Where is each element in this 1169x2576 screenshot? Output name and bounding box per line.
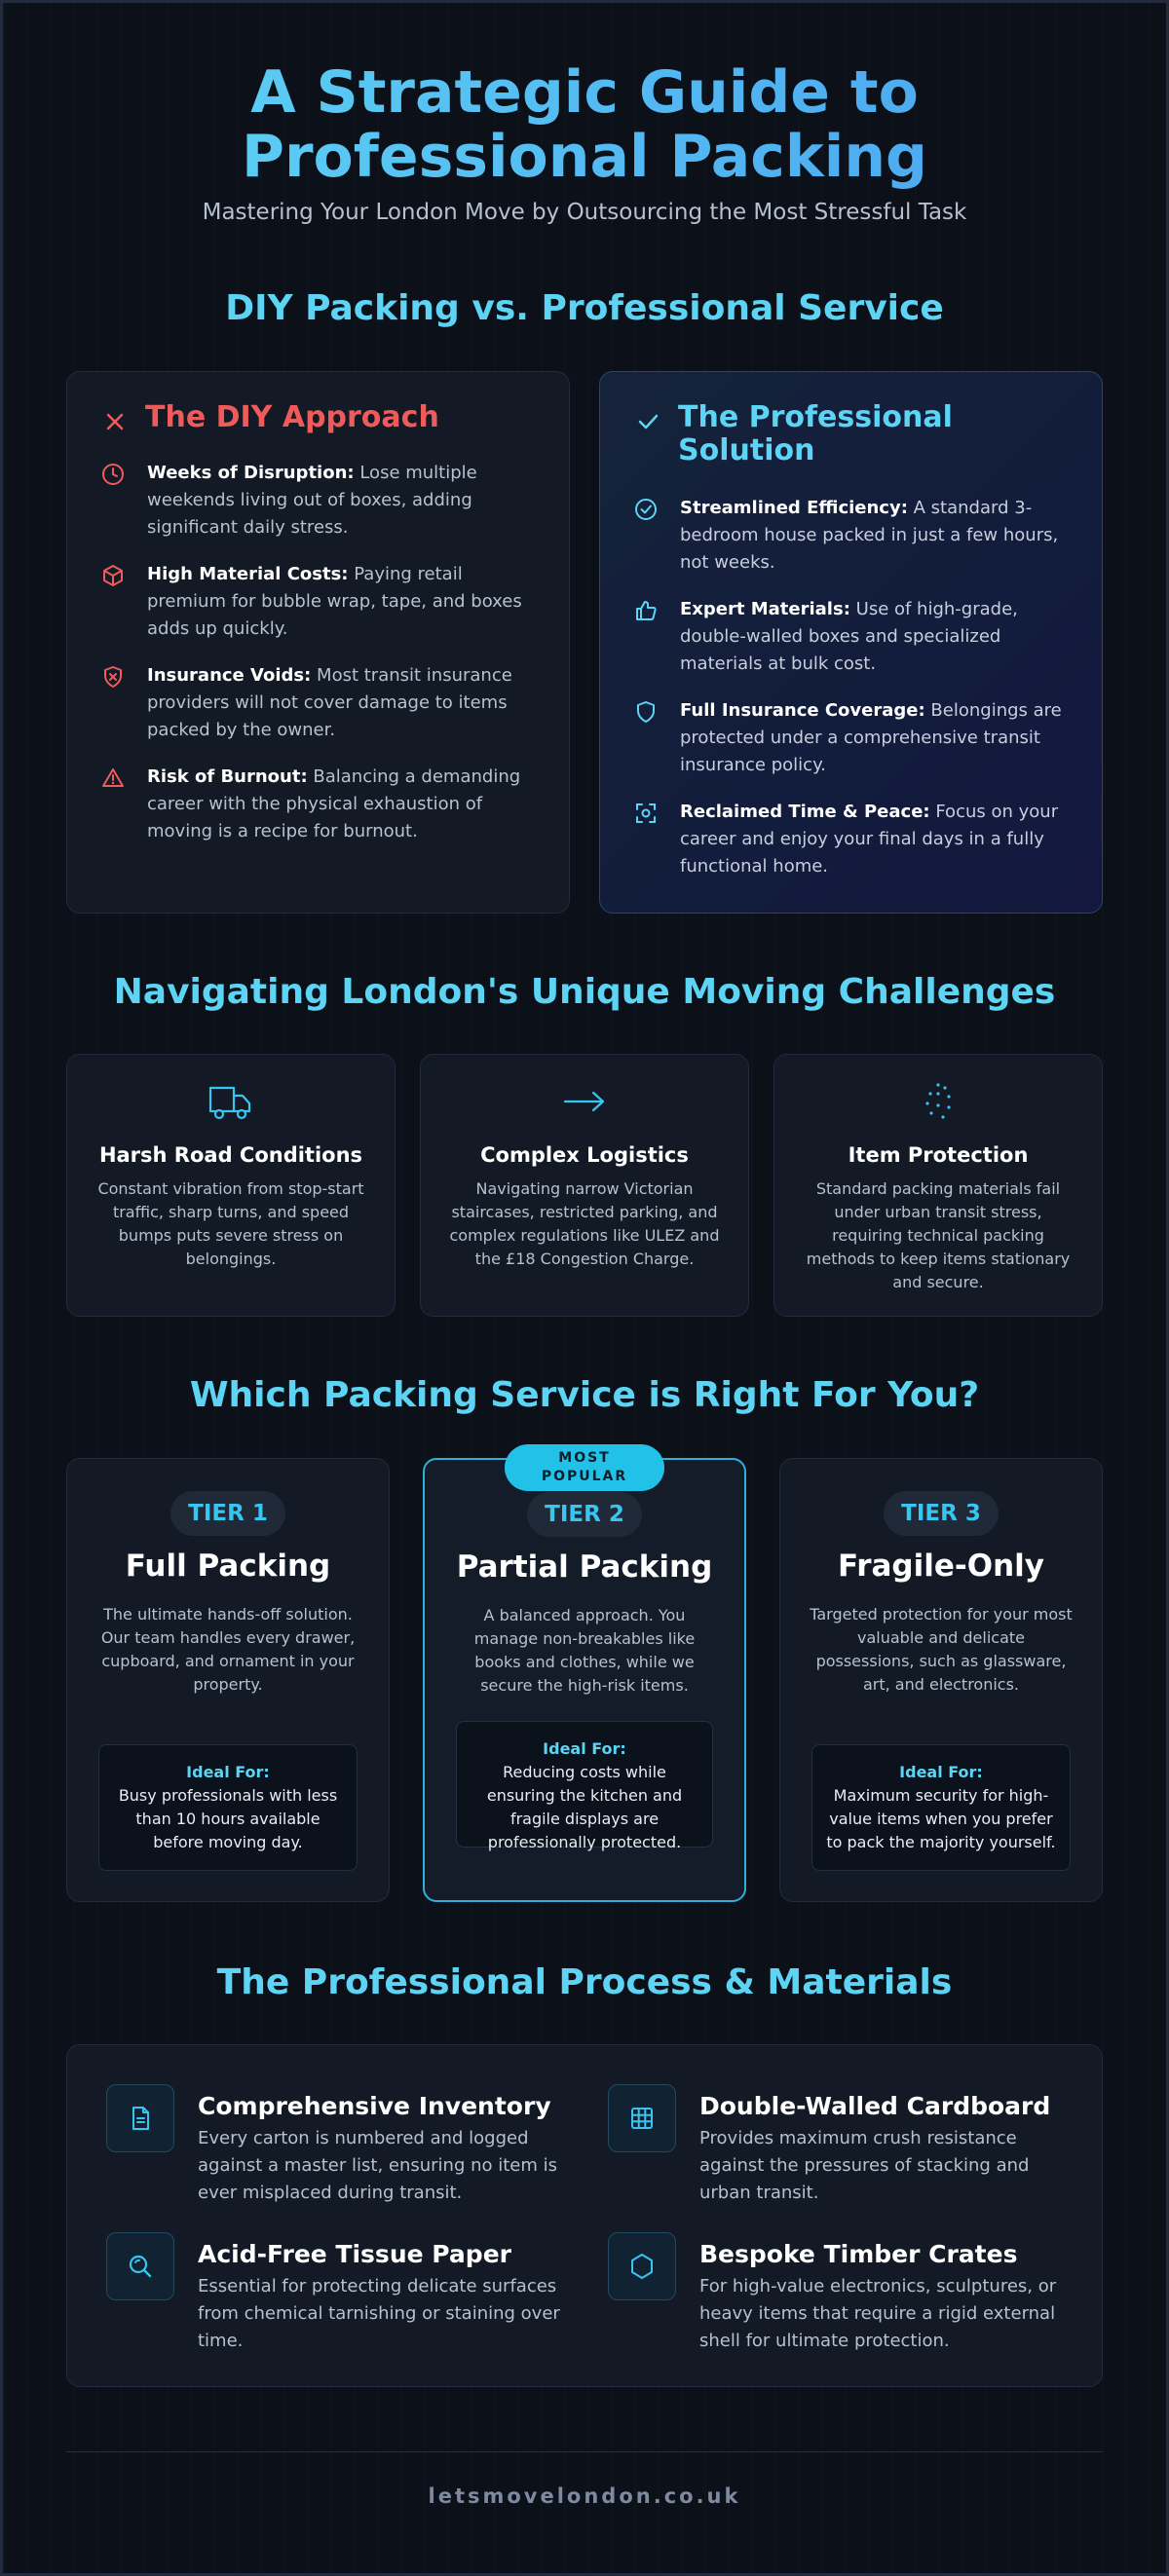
challenge-title: Item Protection: [848, 1143, 1029, 1167]
ideal-for-text: Busy professionals with less than 10 hours available before moving day.: [118, 1786, 338, 1851]
pro-point-label: Full Insurance Coverage:: [680, 700, 925, 721]
page-subtitle: Mastering Your London Move by Outsourcing the Most Stressful Task: [202, 200, 967, 225]
tier-card-3: [779, 1458, 1103, 1902]
pro-point: [633, 799, 1069, 880]
tier-label: TIER 2: [527, 1492, 642, 1537]
tier-description: A balanced approach. You manage non-breakables like books and clothes, while we secure the high-risk items.: [473, 1606, 696, 1695]
process-item-title: Bespoke Timber Crates: [699, 2240, 1018, 2268]
pro-point: [633, 495, 1069, 577]
grid-icon: [608, 2084, 676, 2152]
tier-name: Fragile-Only: [838, 1549, 1044, 1584]
diy-point-label: High Material Costs:: [147, 564, 349, 584]
challenge-text: Constant vibration from stop-start traffic, sharp turns, and speed bumps puts severe stress on belongings.: [97, 1179, 364, 1268]
ideal-for-label: Ideal For:: [543, 1739, 626, 1758]
challenge-card: [773, 1054, 1103, 1317]
comparison-section-title: DIY Packing vs. Professional Service: [225, 288, 944, 328]
tier-description: Targeted protection for your most valuable and delicate possessions, such as glassware, art, and electronics.: [810, 1605, 1073, 1694]
dots-icon: [914, 1080, 962, 1123]
diy-card-header: [100, 401, 439, 436]
close-icon: [100, 407, 130, 436]
footer-divider: [66, 2451, 1103, 2452]
thumbs-up-icon: [633, 598, 659, 623]
diy-card-title: The DIY Approach: [145, 400, 439, 434]
pro-point-text: A standard 3-bedroom house packed in just a few hours, not weeks.: [680, 498, 1059, 573]
check-circle-icon: [633, 497, 659, 522]
diy-point-label: Insurance Voids:: [147, 665, 312, 686]
diy-point: [100, 561, 536, 643]
pro-point: [633, 697, 1069, 779]
tier-ideal-box: [456, 1721, 713, 1851]
pro-card-header: [633, 401, 1029, 467]
footer-site-link[interactable]: letsmovelondon.co.uk: [428, 2484, 741, 2508]
challenge-title: Harsh Road Conditions: [98, 1143, 363, 1167]
diy-point: [100, 764, 536, 845]
shield-icon: [633, 699, 659, 725]
pro-point-text: Use of high-grade, double-walled boxes and specialized materials at bulk cost.: [680, 599, 1018, 674]
process-item-text: For high-value electronics, sculptures, or heavy items that require a rigid external shell for ultimate protection.: [699, 2276, 1057, 2351]
diy-point-text: Paying retail premium for bubble wrap, tape, and boxes adds up quickly.: [147, 564, 522, 639]
focus-icon: [633, 801, 659, 826]
diy-point-label: Weeks of Disruption:: [147, 463, 355, 483]
check-icon: [633, 407, 662, 436]
tier-ideal-box: [98, 1744, 358, 1871]
tier-card-2: [423, 1450, 746, 1902]
warning-icon: [100, 765, 126, 791]
pro-point-label: Streamlined Efficiency:: [680, 498, 908, 518]
ideal-for-text: Maximum security for high-value items when you prefer to pack the majority yourself.: [826, 1786, 1056, 1851]
challenge-card: [66, 1054, 396, 1317]
tier-name: Full Packing: [125, 1549, 331, 1584]
process-item-text: Provides maximum crush resistance against the pressures of stacking and urban transit.: [699, 2128, 1030, 2203]
magnifier-icon: [106, 2232, 174, 2300]
hexagon-icon: [608, 2232, 676, 2300]
shield-x-icon: [100, 664, 126, 690]
tier-name: Partial Packing: [456, 1549, 713, 1585]
challenges-section-title: Navigating London's Unique Moving Challenges: [113, 972, 1056, 1012]
process-item-title: Double-Walled Cardboard: [699, 2092, 1051, 2120]
pro-point-text: Belongings are protected under a comprehensive transit insurance policy.: [680, 700, 1062, 775]
document-icon: [106, 2084, 174, 2152]
most-popular-badge: MOST POPULAR: [505, 1444, 664, 1491]
clock-icon: [100, 462, 126, 487]
pro-point-label: Expert Materials:: [680, 599, 850, 619]
ideal-for-label: Ideal For:: [899, 1763, 983, 1781]
diy-point-text: Most transit insurance providers will not cover damage to items packed by the owner.: [147, 665, 512, 740]
ideal-for-text: Reducing costs while ensuring the kitchen and fragile displays are professionally protected.: [486, 1763, 683, 1851]
process-section-title: The Professional Process & Materials: [216, 1962, 953, 2002]
pro-card: [599, 371, 1103, 914]
tier-label: TIER 1: [170, 1491, 285, 1536]
diy-point: [100, 662, 536, 744]
tier-card-1: [66, 1458, 390, 1902]
diy-point-text: Balancing a demanding career with the physical exhaustion of moving is a recipe for burnout.: [147, 766, 521, 841]
diy-point: [100, 460, 536, 541]
process-panel: [66, 2044, 1103, 2387]
tier-description: The ultimate hands-off solution. Our team handles every drawer, cupboard, and ornament in your property.: [100, 1605, 356, 1694]
pro-card-title: The Professional Solution: [678, 400, 953, 467]
tiers-section-title: Which Packing Service is Right For You?: [189, 1375, 980, 1415]
challenge-text: Navigating narrow Victorian staircases, restricted parking, and complex regulations like ULEZ and the £18 Congestion Charge.: [449, 1179, 720, 1268]
challenge-text: Standard packing materials fail under urban transit stress, requiring technical packing methods to keep items stationary and secure.: [806, 1179, 1071, 1291]
box-icon: [100, 563, 126, 588]
tier-label: TIER 3: [884, 1491, 999, 1536]
diy-card: [66, 371, 570, 914]
process-item-title: Comprehensive Inventory: [198, 2092, 551, 2120]
process-item-text: Every carton is numbered and logged against a master list, ensuring no item is ever misplaced during transit.: [198, 2128, 558, 2203]
page-title: A Strategic Guide to Professional Packing: [66, 60, 1103, 189]
pro-point-text: Focus on your career and enjoy your final days in a fully functional home.: [680, 802, 1059, 877]
diy-point-text: Lose multiple weekends living out of boxes, adding significant daily stress.: [147, 463, 477, 538]
challenge-title: Complex Logistics: [480, 1143, 689, 1167]
pro-point-label: Reclaimed Time & Peace:: [680, 802, 930, 822]
challenge-card: [420, 1054, 749, 1317]
pro-point: [633, 596, 1069, 678]
ideal-for-label: Ideal For:: [186, 1763, 270, 1781]
tier-ideal-box: [811, 1744, 1071, 1871]
diy-point-label: Risk of Burnout:: [147, 766, 308, 787]
process-item-title: Acid-Free Tissue Paper: [198, 2240, 511, 2268]
process-item-text: Essential for protecting delicate surfaces from chemical tarnishing or staining over time.: [198, 2276, 560, 2351]
truck-icon: [207, 1080, 255, 1123]
arrow-right-icon: [560, 1080, 609, 1123]
